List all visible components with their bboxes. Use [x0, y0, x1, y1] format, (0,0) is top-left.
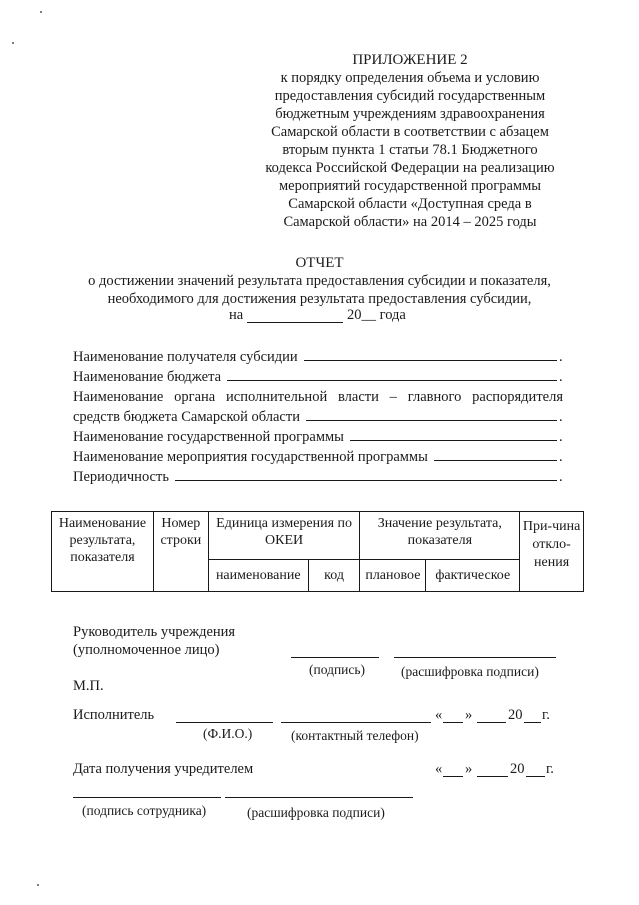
field-periodicity-label: Периодичность [73, 469, 169, 485]
field-program-label: Наименование государственной программы [73, 429, 344, 445]
field-budget-label: Наименование бюджета [73, 369, 222, 385]
field-authority-label: средств бюджета Самарской области [73, 409, 300, 425]
field-authority-line-1: Наименование органа исполнительной власти – главного распорядителя [73, 389, 563, 405]
header-deviation-reason: При-чина откло-нения [520, 512, 584, 592]
field-dot: . [559, 369, 563, 385]
report-title: ОТЧЕТ [295, 255, 344, 271]
executor-date-day-line [443, 722, 463, 723]
table-header-row [52, 512, 584, 560]
scan-speck [37, 884, 39, 886]
executor-date-month-line [477, 722, 506, 723]
executor-date-open: « [435, 707, 443, 723]
annex-line: предоставления субсидий государственным [274, 88, 546, 104]
executor-fio-line [176, 722, 273, 723]
field-dot: . [559, 429, 563, 445]
annex-line: Самарской области в соответствии с абзацем [271, 124, 549, 140]
annex-line: кодекса Российской Федерации на реализацию [265, 160, 555, 176]
header-actual: фактическое [426, 560, 520, 592]
scan-speck [40, 11, 42, 13]
annex-line: мероприятий государственной программы [279, 178, 541, 194]
header-result: Наименование результата, показателя [52, 512, 154, 592]
field-recipient-blank [304, 347, 557, 361]
executor-date-year-line [524, 722, 541, 723]
annex-line: бюджетным учреждениям здравоохранения [275, 106, 545, 122]
field-program [73, 427, 563, 447]
executor-date-year: 20 [508, 707, 523, 723]
executor-label: Исполнитель [73, 707, 155, 723]
report-date-year: 20__ года [347, 307, 406, 323]
header-unit: Единица измерения по ОКЕИ [208, 512, 360, 560]
annex-line: вторым пункта 1 статьи 78.1 Бюджетного [282, 142, 538, 158]
field-event [73, 447, 563, 467]
head-label-line-1: Руководитель учреждения [73, 624, 236, 640]
received-date-month-line [477, 776, 508, 777]
header-value: Значение результата, показателя [360, 512, 520, 560]
report-date-blank [247, 322, 343, 323]
field-budget-blank [227, 367, 557, 381]
head-signature-caption: (подпись) [309, 662, 366, 677]
employee-signature-caption: (подпись сотрудника) [82, 803, 207, 818]
executor-phone-line [281, 722, 431, 723]
header-planned: плановое [360, 560, 426, 592]
received-date-label: Дата получения учредителем [73, 761, 254, 777]
report-subtitle-line-1: о достижении значений результата предоставления субсидии и показателя, [88, 273, 551, 289]
executor-date-suffix: г. [542, 707, 550, 723]
annex-line: к порядку определения объема и условию [280, 70, 540, 86]
field-authority-blank [306, 407, 557, 421]
employee-decoding-caption: (расшифровка подписи) [247, 805, 385, 820]
stamp-label: М.П. [73, 678, 104, 694]
field-event-label: Наименование мероприятия государственной программы [73, 449, 428, 465]
head-signature-line [291, 657, 379, 658]
scan-speck [12, 42, 14, 44]
header-unit-code: код [308, 560, 360, 592]
report-subtitle-line-2: необходимого для достижения результата предоставления субсидии, [107, 291, 532, 307]
field-budget [73, 367, 563, 387]
annex-title: ПРИЛОЖЕНИЕ 2 [352, 52, 468, 68]
field-recipient [73, 347, 563, 367]
header-row-number: Номер строки [153, 512, 208, 592]
annex-line: Самарской области» на 2014 – 2025 годы [283, 214, 537, 230]
employee-decoding-line [225, 797, 413, 798]
field-event-blank [434, 447, 557, 461]
received-date-open: « [435, 761, 443, 777]
received-date-close: » [465, 761, 473, 777]
received-date-year-line [526, 776, 545, 777]
report-table [51, 511, 584, 592]
head-label-line-2: (уполномоченное лицо) [73, 642, 220, 658]
head-decoding-caption: (расшифровка подписи) [401, 664, 539, 679]
received-date-suffix: г. [546, 761, 554, 777]
field-periodicity-blank [175, 467, 557, 481]
executor-date-close: » [465, 707, 473, 723]
field-dot: . [559, 469, 563, 485]
field-periodicity [73, 467, 563, 487]
received-date-day-line [443, 776, 463, 777]
field-recipient-label: Наименование получателя субсидии [73, 349, 298, 365]
field-dot: . [559, 449, 563, 465]
report-date-prefix: на [229, 307, 244, 323]
executor-phone-caption: (контактный телефон) [291, 728, 419, 743]
field-dot: . [559, 349, 563, 365]
field-authority [73, 407, 563, 427]
header-unit-name: наименование [208, 560, 308, 592]
employee-signature-line [73, 797, 221, 798]
executor-fio-caption: (Ф.И.О.) [203, 726, 253, 741]
head-decoding-line [394, 657, 556, 658]
annex-line: Самарской области «Доступная среда в [288, 196, 532, 212]
field-program-blank [350, 427, 557, 441]
field-dot: . [559, 409, 563, 425]
received-date-year: 20 [510, 761, 525, 777]
